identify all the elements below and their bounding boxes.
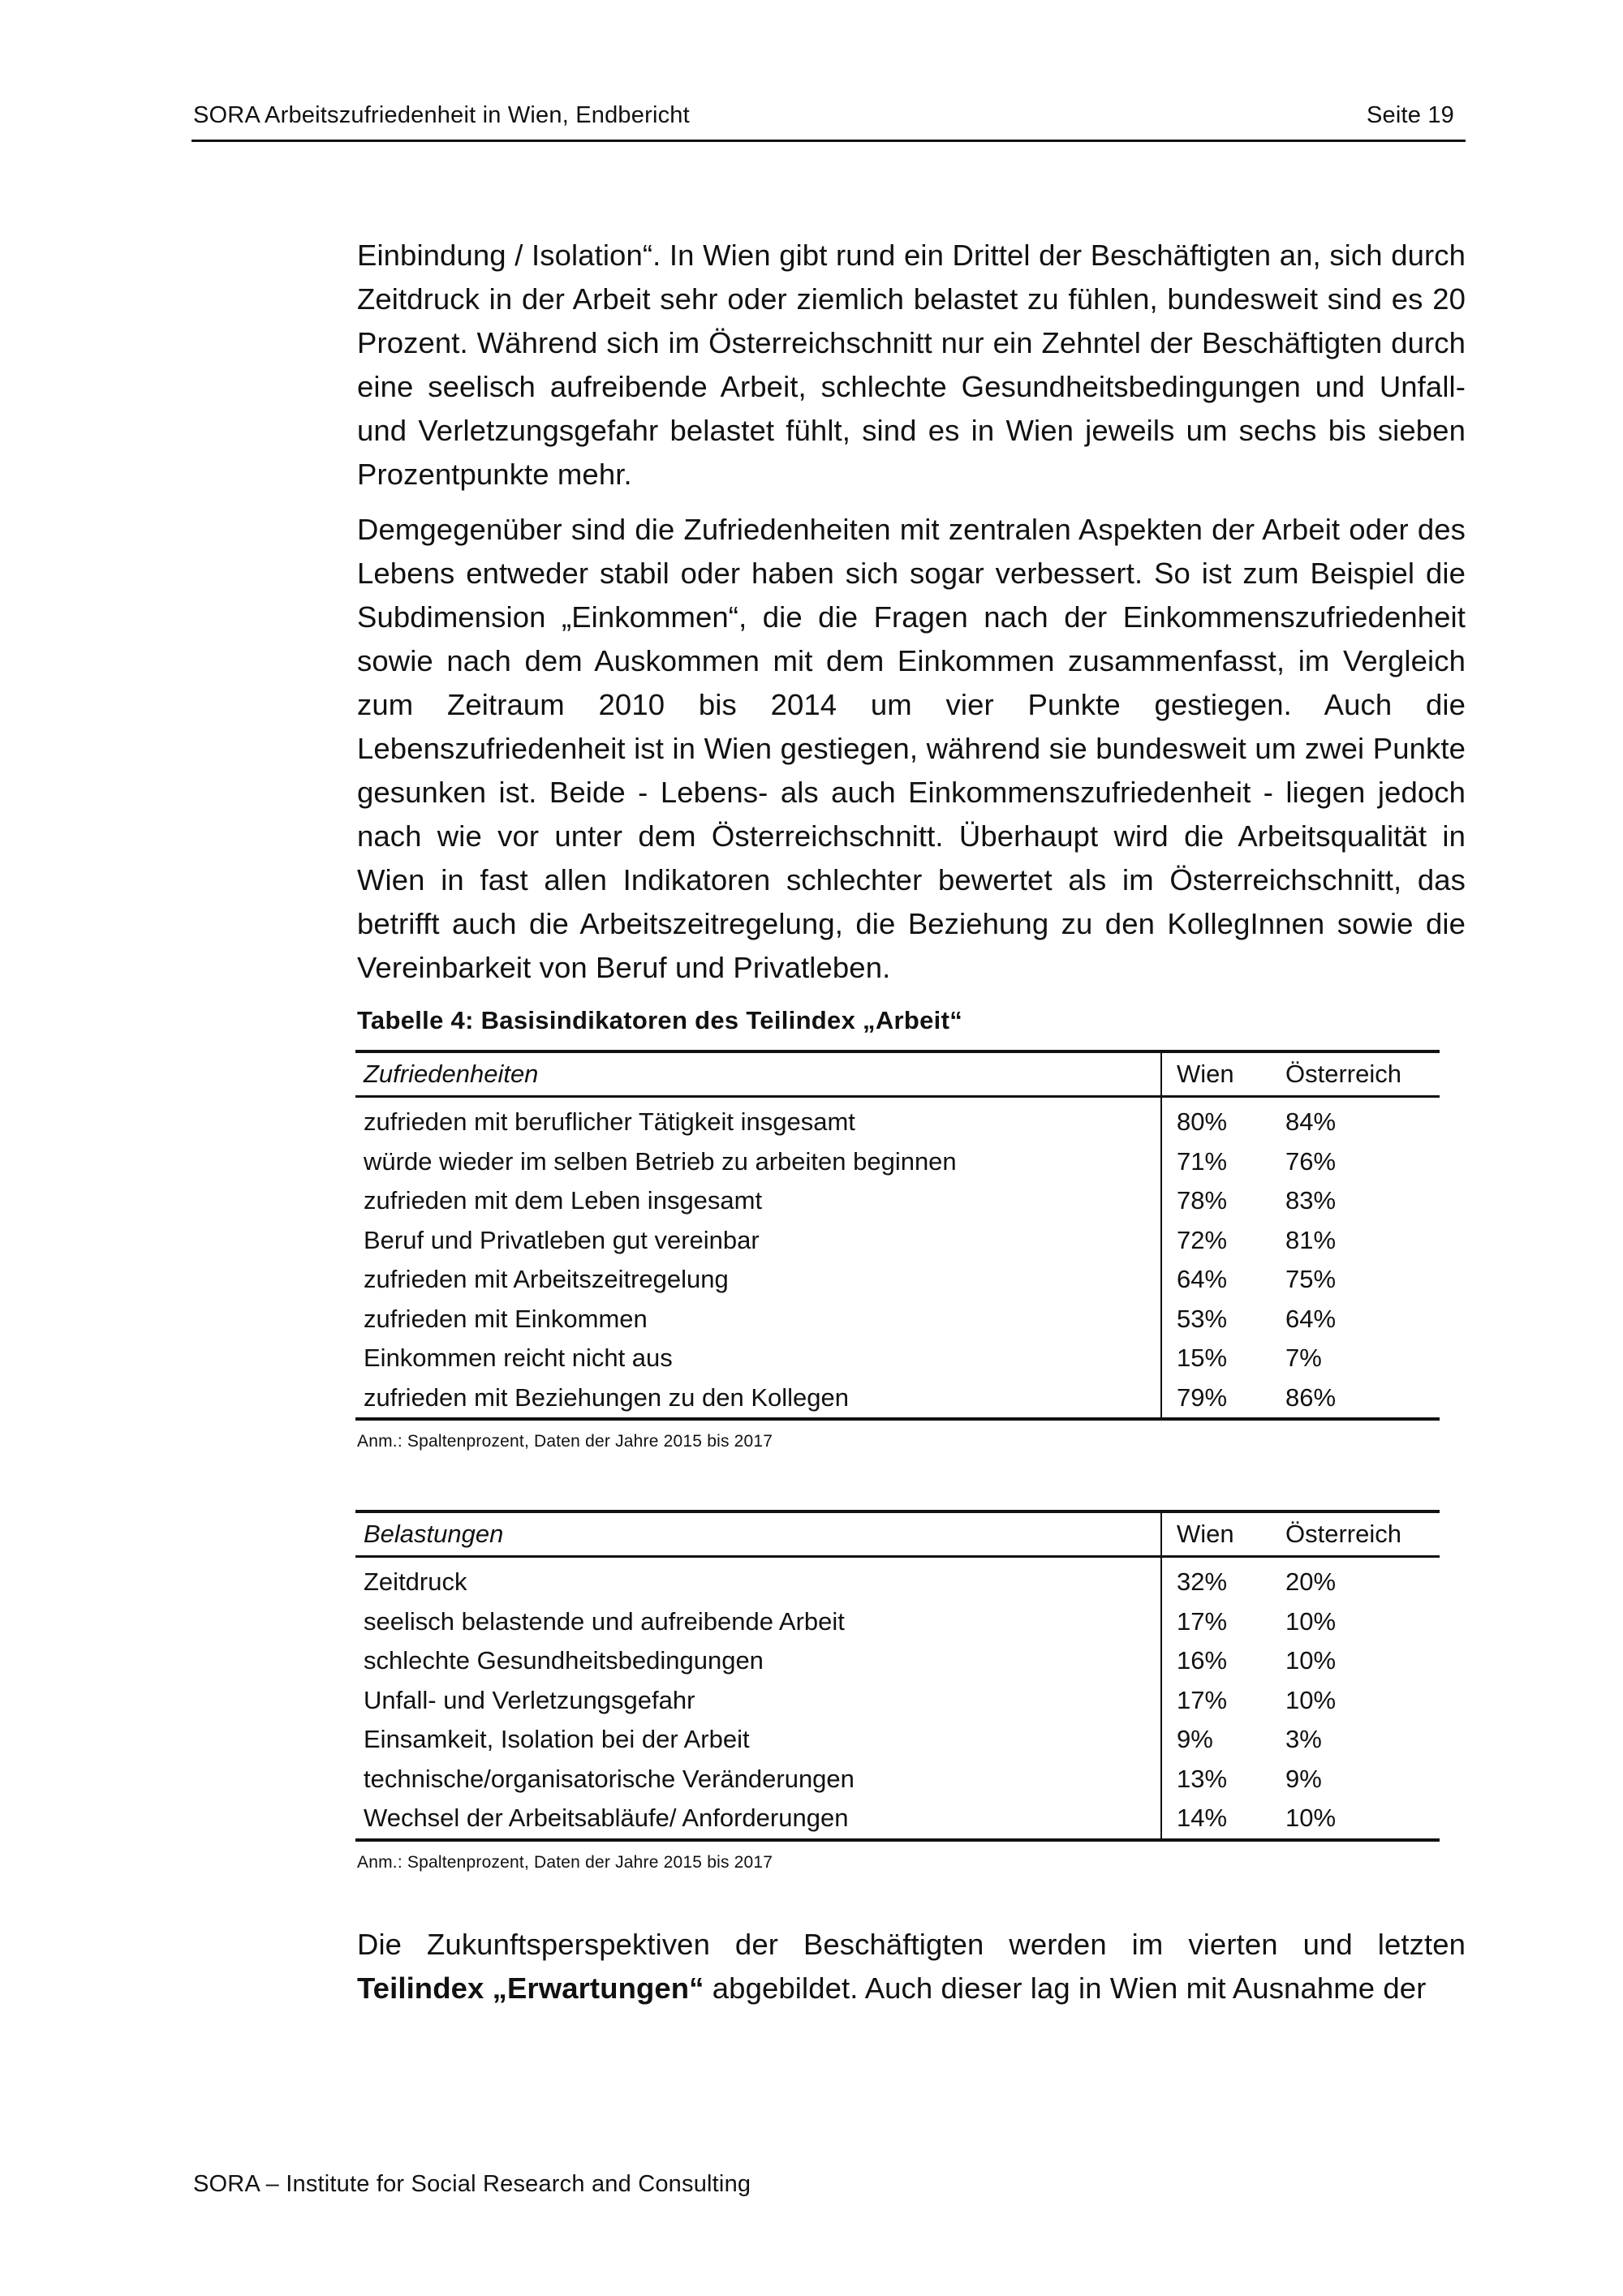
row-label: zufrieden mit Einkommen: [355, 1300, 1161, 1339]
row-label: würde wieder im selben Betrieb zu arbeiten beginnen: [355, 1142, 1161, 1182]
table-burdens: [355, 1510, 1440, 1842]
table-row: [355, 1760, 1440, 1799]
table-row: [355, 1142, 1440, 1182]
table-row: [355, 1641, 1440, 1681]
page-number: Seite 19: [1366, 102, 1454, 128]
table-row: [355, 1799, 1440, 1840]
column-header-category: Zufriedenheiten: [355, 1051, 1161, 1097]
table-caption: Tabelle 4: Basisindikatoren des Teilindex „Arbeit“: [357, 1006, 962, 1034]
table-header-row: [355, 1511, 1440, 1557]
row-label: zufrieden mit Arbeitszeitregelung: [355, 1260, 1161, 1300]
row-label: technische/organisatorische Veränderungen: [355, 1760, 1161, 1799]
value-wien: 53%: [1177, 1304, 1228, 1333]
value-wien: 71%: [1177, 1146, 1228, 1176]
row-label: seelisch belastende und aufreibende Arbeit: [355, 1602, 1161, 1642]
table-satisfaction: [355, 1050, 1440, 1421]
row-label: zufrieden mit beruflicher Tätigkeit insgesamt: [355, 1097, 1161, 1142]
value-wien: 79%: [1161, 1378, 1282, 1420]
table-row: [355, 1181, 1440, 1221]
table-row: [355, 1260, 1440, 1300]
column-header-category: Belastungen: [355, 1511, 1161, 1557]
value-wien: 15%: [1177, 1344, 1228, 1372]
value-wien: 17%: [1177, 1685, 1228, 1714]
text-run: abgebildet. Auch dieser lag in Wien mit Ausnahme der: [704, 1971, 1427, 2005]
value-wien: 64%: [1177, 1265, 1228, 1293]
value-wien: 17%: [1177, 1606, 1228, 1636]
row-label: zufrieden mit Beziehungen zu den Kollegen: [355, 1378, 1161, 1420]
row-label: Unfall- und Verletzungsgefahr: [355, 1681, 1161, 1721]
value-austria: 75%: [1285, 1265, 1337, 1293]
table-row: [355, 1339, 1440, 1378]
bold-term: Teilindex „Erwartungen“: [357, 1971, 704, 2005]
value-wien: 80%: [1177, 1107, 1228, 1136]
table-note: Anm.: Spaltenprozent, Daten der Jahre 2015 bis 2017: [357, 1852, 773, 1872]
row-label: Einsamkeit, Isolation bei der Arbeit: [355, 1720, 1161, 1760]
value-austria: 20%: [1285, 1567, 1337, 1596]
value-wien: 9%: [1177, 1725, 1213, 1753]
column-header-wien: Wien: [1161, 1511, 1282, 1557]
value-wien: 78%: [1177, 1186, 1228, 1215]
value-austria: 64%: [1285, 1304, 1337, 1333]
paragraph-satisfaction: Demgegenüber sind die Zufriedenheiten mit zentralen Aspekten der Arbeit oder des Lebens entweder stabil oder haben sich sogar verbessert. So ist zum Beispiel die Subdimension „Einkommen“, die die Fragen nach der Einkommenszufriedenheit sowie nach dem Auskommen mit dem Einkommen zusammenfasst, im Vergleich zum Zeitraum 2010 bis 2014 um vier Punkte gestiegen. Auch die Lebenszufriedenheit ist in Wien gestiegen, während sie bundesweit um zwei Punkte gesunken ist. Beide - Lebens- als auch Einkommenszufriedenheit - liegen jedoch nach wie vor unter dem Österreichschnitt. Überhaupt wird die Arbeitsqualität in Wien in fast allen Indikatoren schlechter bewertet als im Österreichschnitt, das betrifft auch die Arbeitszeitregelung, die Beziehung zu den KollegInnen sowie die Vereinbarkeit von Beruf und Privatleben.: [357, 513, 1466, 984]
value-austria: 9%: [1285, 1764, 1322, 1793]
paragraph-expectations: [357, 1923, 1466, 2010]
value-austria: 84%: [1285, 1107, 1337, 1136]
table-header-row: [355, 1051, 1440, 1097]
table-row: [355, 1097, 1440, 1142]
table-row: [355, 1378, 1440, 1420]
value-austria: 83%: [1285, 1186, 1337, 1215]
value-austria: 3%: [1285, 1725, 1322, 1753]
row-label: Einkommen reicht nicht aus: [355, 1339, 1161, 1378]
table-row: [355, 1602, 1440, 1642]
table-row: [355, 1720, 1440, 1760]
table-row: [355, 1557, 1440, 1602]
paragraph-isolation: Einbindung / Isolation“. In Wien gibt rund ein Drittel der Beschäftigten an, sich durch Zeitdruck in der Arbeit sehr oder ziemlich belastet zu fühlen, bundesweit sind es 20 Prozent. Während sich im Österreichschnitt nur ein Zehntel der Beschäftigten durch eine seelisch aufreibende Arbeit, schlechte Gesundheitsbedingungen und Unfall- und Verletzungsgefahr belastet fühlt, sind es in Wien jeweils um sechs bis sieben Prozentpunkte mehr.: [357, 239, 1466, 491]
page-header: [192, 102, 1466, 142]
row-label: Wechsel der Arbeitsabläufe/ Anforderungen: [355, 1799, 1161, 1840]
value-austria: 10%: [1285, 1606, 1337, 1636]
row-label: Beruf und Privatleben gut vereinbar: [355, 1221, 1161, 1261]
document-title: SORA Arbeitszufriedenheit in Wien, Endbericht: [193, 102, 690, 128]
row-label: Zeitdruck: [355, 1557, 1161, 1602]
table-row: [355, 1221, 1440, 1261]
page-footer: SORA – Institute for Social Research and Consulting: [193, 2171, 751, 2197]
row-label: schlechte Gesundheitsbedingungen: [355, 1641, 1161, 1681]
value-wien: 13%: [1177, 1764, 1228, 1793]
table-row: [355, 1300, 1440, 1339]
table-note: Anm.: Spaltenprozent, Daten der Jahre 2015 bis 2017: [357, 1432, 773, 1451]
text-run: Die Zukunftsperspektiven der Beschäftigten werden im vierten und letzten: [357, 1927, 1466, 1961]
row-label: zufrieden mit dem Leben insgesamt: [355, 1181, 1161, 1221]
value-austria: 10%: [1285, 1646, 1337, 1675]
value-wien: 32%: [1177, 1567, 1228, 1596]
value-wien: 16%: [1177, 1646, 1228, 1675]
column-header-austria: Österreich: [1282, 1051, 1440, 1097]
value-austria: 10%: [1285, 1685, 1337, 1714]
value-austria: 7%: [1285, 1344, 1322, 1372]
page-body: [357, 234, 1466, 2022]
value-wien: 14%: [1161, 1799, 1282, 1840]
value-austria: 81%: [1285, 1225, 1337, 1254]
value-wien: 72%: [1177, 1225, 1228, 1254]
value-austria: 76%: [1285, 1146, 1337, 1176]
value-austria: 10%: [1282, 1799, 1440, 1840]
column-header-wien: Wien: [1161, 1051, 1282, 1097]
column-header-austria: Österreich: [1282, 1511, 1440, 1557]
value-austria: 86%: [1282, 1378, 1440, 1420]
table-row: [355, 1681, 1440, 1721]
